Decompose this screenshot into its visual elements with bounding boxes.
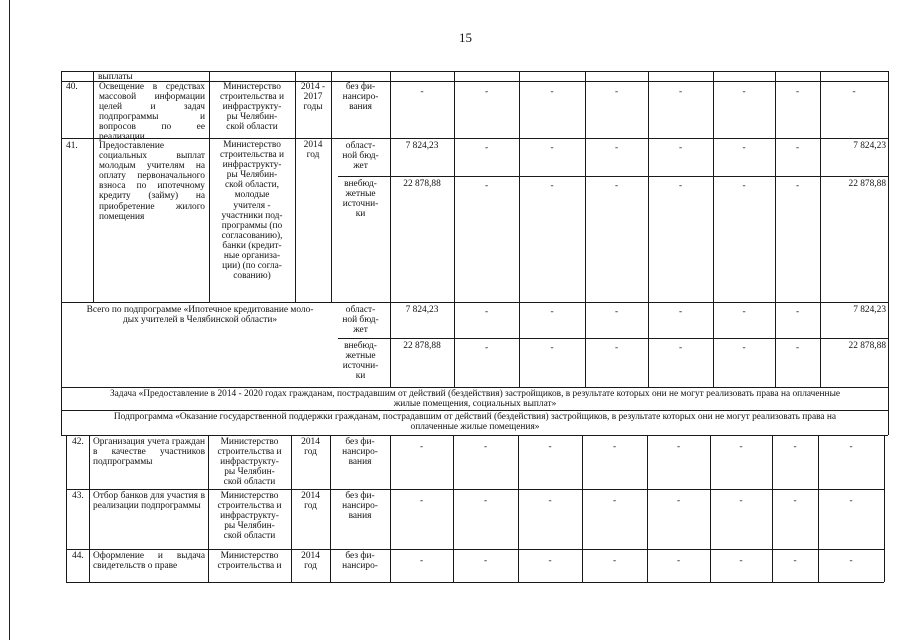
cell-value: -	[419, 556, 424, 566]
cell-value: -	[795, 181, 800, 191]
cell-value: -	[795, 343, 800, 353]
cell-value: -	[742, 343, 746, 353]
cell-value: -	[550, 181, 554, 191]
cell-value: -	[676, 442, 681, 452]
cell-name: выплаты	[98, 72, 133, 82]
table-border-bottom	[66, 582, 884, 583]
cell-value: -	[678, 87, 683, 97]
cell-value: -	[739, 496, 743, 506]
cell-value: -	[419, 496, 424, 506]
cell-value: -	[849, 442, 853, 452]
table-border-right	[884, 435, 885, 582]
column-separator	[820, 71, 821, 387]
cell-value: -	[550, 87, 554, 97]
column-separator	[454, 71, 455, 387]
row-separator	[66, 549, 884, 550]
cell-value: -	[483, 496, 488, 506]
cell-value: -	[678, 343, 683, 353]
column-separator	[585, 71, 586, 387]
column-separator	[713, 71, 714, 387]
cell-value: -	[678, 181, 683, 191]
cell-value: -	[483, 556, 488, 566]
cell-value: -	[742, 143, 746, 153]
cell-name: Отбор банков для участия в реализации подпрограммы	[93, 491, 205, 512]
cell-value: -	[742, 307, 746, 317]
cell-value: -	[484, 143, 489, 153]
cell-value: -	[676, 496, 681, 506]
cell-number: 41.	[66, 141, 78, 151]
cell-value: -	[852, 87, 856, 97]
cell-name: Освещение в средствах массовой информации целей и задач подпрограммы и вопросов по ее реализации	[99, 82, 205, 143]
cell-value: -	[849, 496, 853, 506]
cell-period: 2014 - 2017 годы	[300, 82, 326, 113]
column-separator	[775, 71, 776, 387]
cell-value: -	[484, 307, 489, 317]
row-separator	[61, 387, 888, 388]
cell-value: -	[742, 181, 746, 191]
cell-total: 7 824,23	[853, 141, 886, 151]
cell-source: без фи- нансиро- вания	[342, 82, 379, 113]
cell-executor: Министерство строительства и инфраструкту- ры Челябин- ской области, молодые учителя - участники под- программы (по согласованию), банки (кредит- ные организа- ции) (по согла- сованию)	[219, 140, 285, 282]
column-separator	[93, 71, 94, 302]
cell-value: -	[614, 307, 619, 317]
cell-value: -	[548, 496, 552, 506]
subtotal-label: Всего по подпрограмме «Ипотечное кредитование моло- дых учителей в Челябинской области»	[86, 305, 314, 326]
cell-name: Оформление и выдача свидетельств о праве	[93, 551, 205, 572]
cell-value: -	[612, 496, 617, 506]
cell-source: без фи- нансиро- вания	[342, 437, 378, 468]
cell-executor: Министерство строительства и инфраструкту- ры Челябин- ской области	[219, 82, 285, 133]
table-border-top	[61, 71, 888, 72]
cell-number: 44.	[72, 551, 84, 561]
column-separator	[519, 71, 520, 387]
cell-amount: 22 878,88	[403, 341, 441, 351]
row-separator	[338, 338, 888, 339]
cell-value: -	[548, 556, 552, 566]
cell-value: -	[849, 556, 853, 566]
row-separator	[66, 489, 884, 490]
cell-value: -	[484, 87, 489, 97]
cell-value: -	[739, 442, 743, 452]
cell-total: 7 824,23	[853, 305, 886, 315]
cell-value: -	[612, 556, 617, 566]
cell-executor: Министерство строительства и	[217, 551, 282, 572]
cell-number: 42.	[72, 437, 84, 447]
cell-source: без фи- нансиро-	[342, 551, 378, 572]
cell-source: без фи- нансиро- вания	[342, 491, 378, 522]
table-border-left	[61, 71, 62, 435]
cell-value: -	[484, 343, 489, 353]
row-separator	[61, 302, 888, 303]
cell-name: Предоставление социальных выплат молодым учителям на оплату первоначального взноса по ипотечному кредиту (займу) на приобретение жилого помещения	[99, 141, 205, 222]
cell-number: 43.	[72, 491, 84, 501]
column-separator	[648, 71, 649, 387]
cell-executor: Министерство строительства и инфраструкту- ры Челябин- ской области	[217, 437, 282, 488]
column-separator	[89, 435, 90, 582]
cell-value: -	[739, 556, 743, 566]
cell-value: -	[614, 181, 619, 191]
task-header: жилые помещения, социальных выплат»	[393, 399, 557, 409]
cell-value: -	[548, 442, 552, 452]
cell-value: -	[612, 442, 617, 452]
cell-executor: Министерство строительства и инфраструкту- ры Челябин- ской области	[217, 491, 282, 542]
cell-value: -	[678, 143, 683, 153]
column-separator	[390, 71, 391, 387]
cell-period: 2014 год	[301, 551, 320, 572]
cell-source: внебюд- жетные источни- ки	[342, 179, 379, 220]
cell-value: -	[793, 496, 797, 506]
cell-source: област- ной бюд- жет	[342, 141, 379, 172]
cell-value: -	[614, 87, 619, 97]
cell-total: 22 878,88	[848, 179, 886, 189]
cell-value: -	[483, 442, 488, 452]
cell-value: -	[793, 556, 797, 566]
cell-value: -	[678, 307, 683, 317]
row-separator	[61, 410, 888, 411]
table-border-right	[888, 71, 889, 435]
task-header: Задача «Предоставление в 2014 - 2020 годах гражданам, пострадавшим от действий (бездействия) застройщиков, в результате которых они не могут реализовать права на оплаченные	[109, 389, 841, 399]
cell-amount: 22 878,88	[403, 179, 441, 189]
subprogram-header: оплаченные жилые помещения»	[410, 422, 540, 432]
row-separator	[338, 176, 888, 177]
cell-period: 2014 год	[301, 491, 320, 512]
cell-source: внебюд- жетные источни- ки	[342, 341, 379, 382]
cell-amount: 7 824,23	[405, 305, 439, 315]
cell-period: 2014 год	[301, 437, 320, 458]
cell-value: -	[614, 143, 619, 153]
cell-value: -	[420, 87, 424, 97]
table-border-left	[66, 435, 67, 582]
cell-value: -	[795, 87, 800, 97]
cell-value: -	[550, 307, 554, 317]
cell-value: -	[614, 343, 619, 353]
cell-value: -	[484, 181, 489, 191]
cell-total: 22 878,88	[848, 341, 886, 351]
cell-value: -	[795, 143, 800, 153]
row-separator	[61, 435, 888, 436]
cell-value: -	[793, 442, 797, 452]
page-number: 15	[459, 30, 472, 45]
cell-number: 40.	[66, 82, 78, 92]
cell-value: -	[419, 442, 424, 452]
cell-source: област- ной бюд- жет	[342, 305, 379, 336]
subprogram-header: Подпрограмма «Оказание государственной поддержки гражданам, пострадавшим от действий (бездействия) застройщиков, в результате которых они не могут реализовать права на	[113, 412, 837, 422]
cell-value: -	[742, 87, 746, 97]
cell-value: -	[795, 307, 800, 317]
cell-amount: 7 824,23	[405, 141, 439, 151]
cell-value: -	[676, 556, 681, 566]
cell-value: -	[550, 343, 554, 353]
cell-period: 2014 год	[303, 140, 323, 161]
cell-value: -	[550, 143, 554, 153]
cell-name: Организация учета граждан в качестве участников подпрограммы	[93, 437, 205, 468]
